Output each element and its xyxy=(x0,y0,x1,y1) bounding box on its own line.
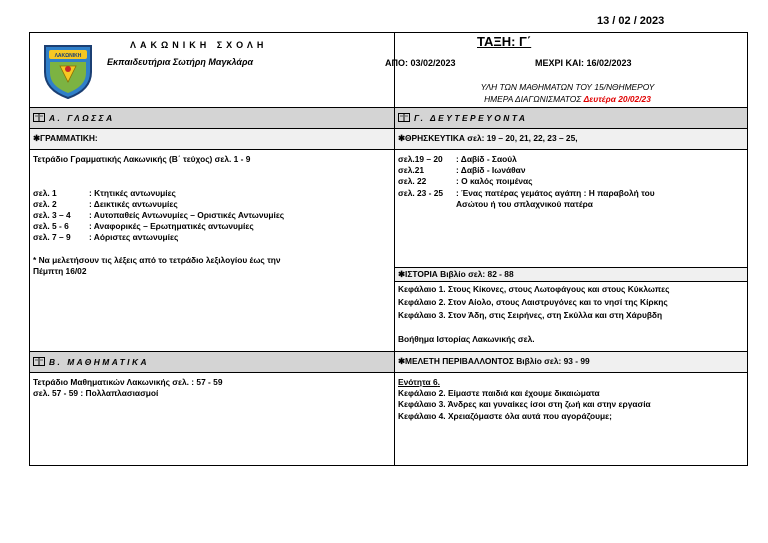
env-item: Κεφάλαιο 4. Χρειαζόμαστε όλα αυτά που αγοράζουμε; xyxy=(398,410,612,421)
religion-item: σελ.19 – 20 : Δαβίδ - Σαούλ xyxy=(398,154,517,164)
competition-line xyxy=(395,94,740,105)
content-row-1 xyxy=(30,150,748,268)
section-language xyxy=(30,108,395,129)
school-logo-icon xyxy=(41,42,95,100)
asterisk-icon: ✱ xyxy=(33,133,41,143)
religion-item: σελ.21 : Δαβίδ - Ιωνάθαν xyxy=(398,165,526,176)
school-header-cell xyxy=(30,33,395,108)
asterisk-icon: ✱ xyxy=(398,268,406,279)
env-content-cell xyxy=(395,373,748,466)
to-date: ΜΕΧΡΙ ΚΑΙ: 16/02/2023 xyxy=(535,58,632,68)
history-aid: Βοήθημα Ιστορίας Λακωνικής σελ. xyxy=(398,333,535,344)
env-item: Κεφάλαιο 2. Είμαστε παιδιά και έχουμε δικαιώματα xyxy=(398,388,600,399)
history-item: Κεφάλαιο 3. Στον Άδη, στις Σειρήνες, στη Σκύλλα και στη Χάρυβδη xyxy=(398,309,663,320)
competition-label: ΗΜΕΡΑ ΔΙΑΓΩΝΙΣΜΑΤΟΣ xyxy=(484,94,582,104)
vocabulary-note: * Να μελετήσουν τις λέξεις από το τετράδιο λεξιλογίου έως την xyxy=(33,254,281,265)
school-subtitle: Εκπαιδευτήρια Σωτήρη Μαγκλάρα xyxy=(107,57,254,67)
religion-subhead: ΘΡΗΣΚΕΥΤΙΚΑ σελ: 19 – 20, 21, 22, 23 – 25, xyxy=(405,133,578,143)
grammar-content-cell xyxy=(30,150,395,352)
class-title: ΤΑΞΗ: Γ΄ xyxy=(477,34,532,49)
history-content-cell xyxy=(395,281,748,351)
content-row-2 xyxy=(30,373,748,466)
school-name: ΛΑΚΩΝΙΚΗ ΣΧΟΛΗ xyxy=(130,40,268,50)
from-date: ΑΠΟ: 03/02/2023 xyxy=(385,58,456,68)
book-icon xyxy=(398,113,410,122)
grammar-item: σελ. 3 – 4 : Αυτοπαθείς Αντωνυμίες – Οριστικές Αντωνυμίες xyxy=(33,209,285,220)
math-item: σελ. 57 - 59 : Πολλαπλασιασμοί xyxy=(33,388,159,399)
env-subhead-cell xyxy=(395,352,748,373)
header-row xyxy=(30,33,748,108)
history-subhead-cell xyxy=(395,267,748,281)
homework-schedule-table xyxy=(29,32,748,466)
grammar-subhead: ΓΡΑΜΜΑΤΙΚΗ: xyxy=(40,133,98,143)
grammar-item: σελ. 1 : Κτητικές αντωνυμίες xyxy=(33,187,176,198)
env-item: Κεφάλαιο 3. Άνδρες και γυναίκες ίσοι στη ζωή και στην εργασία xyxy=(398,399,651,410)
env-unit: Ενότητα 6. xyxy=(398,377,440,387)
grammar-item: σελ. 5 - 6 : Αναφορικές – Ερωτηματικές αντωνυμίες xyxy=(33,221,254,232)
history-item: Κεφάλαιο 2. Στον Αίολο, στους Λαιστρυγόνες και το νησί της Κίρκης xyxy=(398,296,668,307)
asterisk-icon: ✱ xyxy=(398,356,406,366)
book-icon xyxy=(33,113,45,122)
history-item: Κεφάλαιο 1. Στους Κίκονες, στους Λωτοφάγους και στους Κύκλωπες xyxy=(398,283,670,294)
class-header-cell xyxy=(385,33,748,108)
religion-subhead-cell xyxy=(395,129,748,150)
competition-date: Δευτέρα 20/02/23 xyxy=(583,94,651,104)
history-subhead: ΙΣΤΟΡΙΑ Βιβλίο σελ: 82 - 88 xyxy=(405,268,514,279)
section-row-1 xyxy=(30,108,748,129)
religion-item: σελ. 22 : Ο καλός ποιμένας xyxy=(398,176,533,187)
document-date: 13 / 02 / 2023 xyxy=(597,15,665,27)
religion-item: σελ. 23 - 25 : Ένας πατέρας γεμάτος αγάπη : Η παραβολή του xyxy=(398,187,655,198)
section-secondary xyxy=(395,108,748,129)
section-math xyxy=(30,352,395,373)
vocabulary-note-date: Πέμπτη 16/02 xyxy=(33,265,87,276)
section-math-title: Β. ΜΑΘΗΜΑΤΙΚΑ xyxy=(49,357,150,367)
logo-text: ΛΑΚΩΝΙΚΗ xyxy=(54,53,82,59)
section-secondary-title: Γ. ΔΕΥΤΕΡΕΥΟΝΤΑ xyxy=(414,113,528,123)
grammar-item: σελ. 7 – 9 : Αόριστες αντωνυμίες xyxy=(33,232,179,243)
env-subhead: ΜΕΛΕΤΗ ΠΕΡΙΒΑΛΛΟΝΤΟΣ Βιβλίο σελ: 93 - 99 xyxy=(405,356,590,366)
math-book: Τετράδιο Μαθηματικών Λακωνικής σελ. : 57 - 59 xyxy=(33,377,223,387)
grammar-item: σελ. 2 : Δεικτικές αντωνυμίες xyxy=(33,198,178,209)
subhead-row-1 xyxy=(30,129,748,150)
section-language-title: Α. ΓΛΩΣΣΑ xyxy=(49,113,115,123)
religion-item-continued: Ασώτου ή του σπλαχνικού πατέρα xyxy=(456,198,593,209)
syllabus-line: ΥΛΗ ΤΩΝ ΜΑΘΗΜΑΤΩΝ ΤΟΥ 15/ΝΘΗΜΕΡΟΥ xyxy=(480,82,655,92)
book-icon xyxy=(33,357,45,366)
section-row-2 xyxy=(30,352,748,373)
religion-content-cell xyxy=(395,150,748,268)
asterisk-icon: ✱ xyxy=(398,133,406,143)
math-content-cell xyxy=(30,373,395,466)
grammar-book: Τετράδιο Γραμματικής Λακωνικής (Β΄ τεύχος) σελ. 1 - 9 xyxy=(33,154,251,164)
grammar-subhead-cell xyxy=(30,129,395,150)
